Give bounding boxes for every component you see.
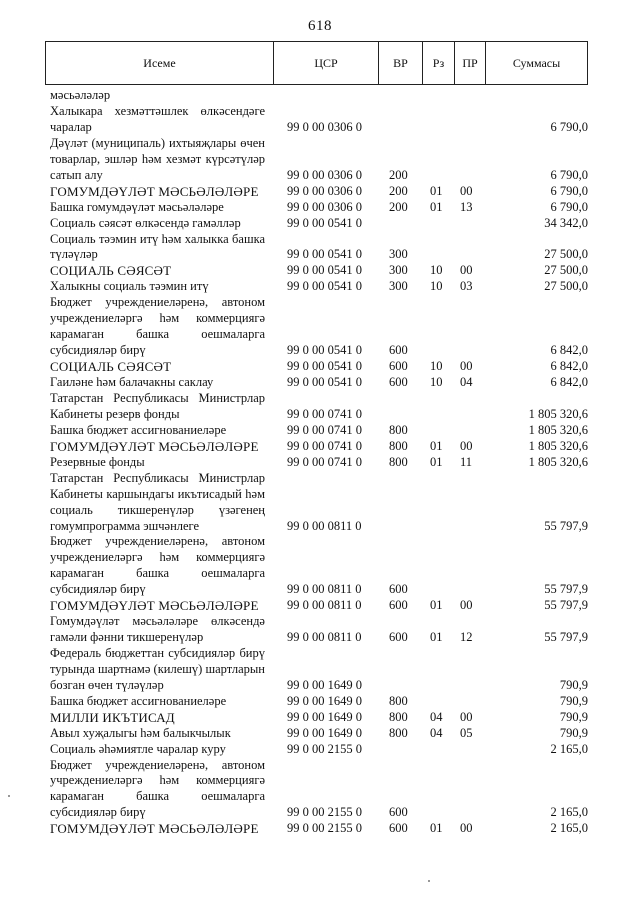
row-sum: 6 790,0 xyxy=(550,183,588,198)
row-sum: 6 842,0 xyxy=(550,359,588,374)
row-vr: 600 xyxy=(389,359,408,374)
table-row xyxy=(0,726,640,742)
row-name: Башка гомумдәүләт мәсьәләләре xyxy=(50,199,224,214)
row-name: МИЛЛИ ИКЪТИСАД xyxy=(50,709,175,725)
table-row xyxy=(0,455,640,471)
table-row xyxy=(0,136,640,184)
row-sum: 790,9 xyxy=(559,709,588,724)
row-name: Татарстан Республикасы Министрлар Кабинеты резерв фонды xyxy=(50,390,265,421)
row-rz: 01 xyxy=(430,438,443,453)
row-csr: 99 0 00 0541 0 xyxy=(287,359,362,374)
row-csr: 99 0 00 0741 0 xyxy=(287,454,362,469)
table-row xyxy=(0,423,640,439)
page-number: 618 xyxy=(308,18,332,34)
row-sum: 55 797,9 xyxy=(544,518,588,533)
row-name: Резервные фонды xyxy=(50,454,145,469)
row-sum: 55 797,9 xyxy=(544,629,588,644)
row-sum: 6 842,0 xyxy=(550,343,588,358)
row-name: ГОМУМДӘҮЛӘТ МӘСЬӘЛӘЛӘРЕ xyxy=(50,438,259,454)
row-sum: 6 790,0 xyxy=(550,167,588,182)
table-row xyxy=(0,200,640,216)
table-row xyxy=(0,184,640,200)
row-csr: 99 0 00 0741 0 xyxy=(287,422,362,437)
row-rz: 01 xyxy=(430,454,443,469)
table-row xyxy=(0,742,640,758)
row-csr: 99 0 00 0541 0 xyxy=(287,247,362,262)
table-row xyxy=(0,471,640,535)
table-body xyxy=(0,88,640,837)
row-sum: 6 790,0 xyxy=(550,199,588,214)
row-csr: 99 0 00 2155 0 xyxy=(287,805,362,820)
row-name: Халыкны социаль тәэмин итү xyxy=(50,279,209,294)
scan-speck xyxy=(428,880,430,882)
row-rz: 10 xyxy=(430,279,443,294)
row-csr: 99 0 00 0811 0 xyxy=(287,582,362,597)
row-sum: 27 500,0 xyxy=(544,247,588,262)
row-vr: 200 xyxy=(389,167,408,182)
row-vr: 800 xyxy=(389,725,408,740)
table-row xyxy=(0,88,640,104)
row-pr: 00 xyxy=(460,183,473,198)
table-row xyxy=(0,439,640,455)
row-name: СОЦИАЛЬ СӘЯСӘТ xyxy=(50,358,172,374)
row-vr: 300 xyxy=(389,247,408,262)
row-csr: 99 0 00 0541 0 xyxy=(287,343,362,358)
row-name: ГОМУМДӘҮЛӘТ МӘСЬӘЛӘЛӘРЕ xyxy=(50,821,259,837)
row-vr: 600 xyxy=(389,629,408,644)
row-csr: 99 0 00 0306 0 xyxy=(287,183,362,198)
row-name: Дәүләт (муниципаль) ихтыяҗлары өчен товарлар, эшләр һәм хезмәт күрсәтүләр сатып алу xyxy=(50,135,265,182)
row-sum: 1 805 320,6 xyxy=(528,422,588,437)
row-rz: 01 xyxy=(430,199,443,214)
row-name: Гомумдәүләт мәсьәләләре өлкәсендә гамәли фәнни тикшеренүләр xyxy=(50,614,265,644)
row-pr: 03 xyxy=(460,279,473,294)
row-name: Социаль тәэмин итү һәм халыкка башка түләүләр xyxy=(50,231,265,262)
table-row xyxy=(0,758,640,822)
row-rz: 10 xyxy=(430,375,443,390)
row-vr: 800 xyxy=(389,438,408,453)
row-name: СОЦИАЛЬ СӘЯСӘТ xyxy=(50,263,172,279)
row-pr: 13 xyxy=(460,199,473,214)
row-name: ГОМУМДӘҮЛӘТ МӘСЬӘЛӘЛӘРЕ xyxy=(50,598,259,614)
row-rz: 01 xyxy=(430,598,443,613)
row-csr: 99 0 00 1649 0 xyxy=(287,693,362,708)
row-vr: 800 xyxy=(389,693,408,708)
row-sum: 2 165,0 xyxy=(550,805,588,820)
row-sum: 27 500,0 xyxy=(544,263,588,278)
row-vr: 600 xyxy=(389,343,408,358)
table-row xyxy=(0,646,640,694)
row-pr: 05 xyxy=(460,725,473,740)
row-rz: 01 xyxy=(430,183,443,198)
row-csr: 99 0 00 0306 0 xyxy=(287,167,362,182)
header-name: Исеме xyxy=(143,55,176,70)
row-sum: 34 342,0 xyxy=(544,215,588,230)
header-vr: ВР xyxy=(378,42,422,84)
row-vr: 800 xyxy=(389,454,408,469)
table-header xyxy=(45,41,588,85)
row-csr: 99 0 00 0306 0 xyxy=(287,199,362,214)
row-csr: 99 0 00 1649 0 xyxy=(287,725,362,740)
row-name: Бюджет учреждениеләренә, автоном учреждениеләргә һәм коммерциягә карамаган башка оешмаларга субсидияләр бирү xyxy=(50,295,265,358)
row-name: Бюджет учреждениеләренә, автоном учреждениеләргә һәм коммерциягә карамаган башка оешмаларга субсидияләр бирү xyxy=(50,757,265,820)
row-csr: 99 0 00 1649 0 xyxy=(287,677,362,692)
row-sum: 27 500,0 xyxy=(544,279,588,294)
row-name: Башка бюджет ассигнованиеләре xyxy=(50,422,227,437)
row-name: Башка бюджет ассигнованиеләре xyxy=(50,693,227,708)
row-name: Гаиләне һәм балачакны саклау xyxy=(50,374,214,389)
row-sum: 790,9 xyxy=(559,677,588,692)
row-csr: 99 0 00 1649 0 xyxy=(287,709,362,724)
row-pr: 00 xyxy=(460,359,473,374)
table-row xyxy=(0,614,640,646)
row-vr: 600 xyxy=(389,582,408,597)
row-csr: 99 0 00 0741 0 xyxy=(287,406,362,421)
row-pr: 00 xyxy=(460,709,473,724)
row-sum: 6 790,0 xyxy=(550,119,588,134)
row-csr: 99 0 00 2155 0 xyxy=(287,741,362,756)
row-vr: 600 xyxy=(389,598,408,613)
row-rz: 04 xyxy=(430,725,443,740)
row-rz: 10 xyxy=(430,359,443,374)
header-pr: ПР xyxy=(454,42,485,84)
row-vr: 200 xyxy=(389,199,408,214)
row-vr: 600 xyxy=(389,375,408,390)
row-csr: 99 0 00 2155 0 xyxy=(287,821,362,836)
row-sum: 55 797,9 xyxy=(544,582,588,597)
table-row xyxy=(0,391,640,423)
row-name: Бюджет учреждениеләренә, автоном учреждениеләргә һәм коммерциягә карамаган башка оешмаларга субсидияләр бирү xyxy=(50,534,265,597)
row-name: ГОМУМДӘҮЛӘТ МӘСЬӘЛӘЛӘРЕ xyxy=(50,183,259,199)
table-row xyxy=(0,710,640,726)
table-row xyxy=(0,821,640,837)
scan-speck xyxy=(8,795,10,797)
row-csr: 99 0 00 0541 0 xyxy=(287,279,362,294)
row-pr: 00 xyxy=(460,821,473,836)
table-row xyxy=(0,598,640,614)
row-rz: 10 xyxy=(430,263,443,278)
row-sum: 1 805 320,6 xyxy=(528,454,588,469)
row-csr: 99 0 00 0541 0 xyxy=(287,215,362,230)
row-csr: 99 0 00 0541 0 xyxy=(287,375,362,390)
row-csr: 99 0 00 0306 0 xyxy=(287,119,362,134)
row-vr: 300 xyxy=(389,279,408,294)
row-sum: 2 165,0 xyxy=(550,741,588,756)
row-pr: 04 xyxy=(460,375,473,390)
row-sum: 6 842,0 xyxy=(550,375,588,390)
row-csr: 99 0 00 0741 0 xyxy=(287,438,362,453)
row-vr: 300 xyxy=(389,263,408,278)
row-sum: 1 805 320,6 xyxy=(528,438,588,453)
table-row xyxy=(0,279,640,295)
header-rz: Рз xyxy=(422,42,454,84)
table-row xyxy=(0,295,640,359)
row-rz: 01 xyxy=(430,821,443,836)
table-row xyxy=(0,104,640,136)
row-sum: 55 797,9 xyxy=(544,598,588,613)
row-csr: 99 0 00 0811 0 xyxy=(287,629,362,644)
row-rz: 01 xyxy=(430,629,443,644)
row-sum: 2 165,0 xyxy=(550,821,588,836)
row-vr: 600 xyxy=(389,805,408,820)
row-rz: 04 xyxy=(430,709,443,724)
table-row xyxy=(0,263,640,279)
row-name: Татарстан Республикасы Министрлар Кабинеты каршындагы икътисадый һәм социаль тикшеренүләр үзәгенең гомумпрограмма эшчәнлеге xyxy=(50,470,265,533)
row-pr: 00 xyxy=(460,263,473,278)
row-csr: 99 0 00 0811 0 xyxy=(287,518,362,533)
row-pr: 00 xyxy=(460,438,473,453)
row-sum: 790,9 xyxy=(559,725,588,740)
row-pr: 11 xyxy=(460,454,473,469)
row-name: Социаль әһәмиятле чаралар куру xyxy=(50,741,226,756)
table-row xyxy=(0,232,640,264)
row-vr: 600 xyxy=(389,821,408,836)
row-vr: 800 xyxy=(389,422,408,437)
row-vr: 800 xyxy=(389,709,408,724)
header-csr: ЦСР xyxy=(273,42,378,84)
row-name: Федераль бюджеттан субсидияләр бирү турында шартнамә (килешү) шартларын бозган өчен түләүләр xyxy=(50,645,265,692)
table-row xyxy=(0,375,640,391)
header-sum: Суммасы xyxy=(485,42,587,84)
table-row xyxy=(0,694,640,710)
row-csr: 99 0 00 0811 0 xyxy=(287,598,362,613)
row-sum: 790,9 xyxy=(559,693,588,708)
row-name: мәсьәләләр xyxy=(50,88,111,102)
row-pr: 00 xyxy=(460,598,473,613)
table-row xyxy=(0,216,640,232)
row-pr: 12 xyxy=(460,629,473,644)
table-row xyxy=(0,359,640,375)
row-vr: 200 xyxy=(389,183,408,198)
row-name: Халыкара хезмәттәшлек өлкәсендәге чаралар xyxy=(50,104,265,134)
row-csr: 99 0 00 0541 0 xyxy=(287,263,362,278)
row-name: Авыл хуҗалыгы һәм балыкчылык xyxy=(50,725,231,740)
row-sum: 1 805 320,6 xyxy=(528,406,588,421)
row-name: Социаль сәясәт өлкәсендә гамәлләр xyxy=(50,215,241,230)
table-row xyxy=(0,534,640,598)
